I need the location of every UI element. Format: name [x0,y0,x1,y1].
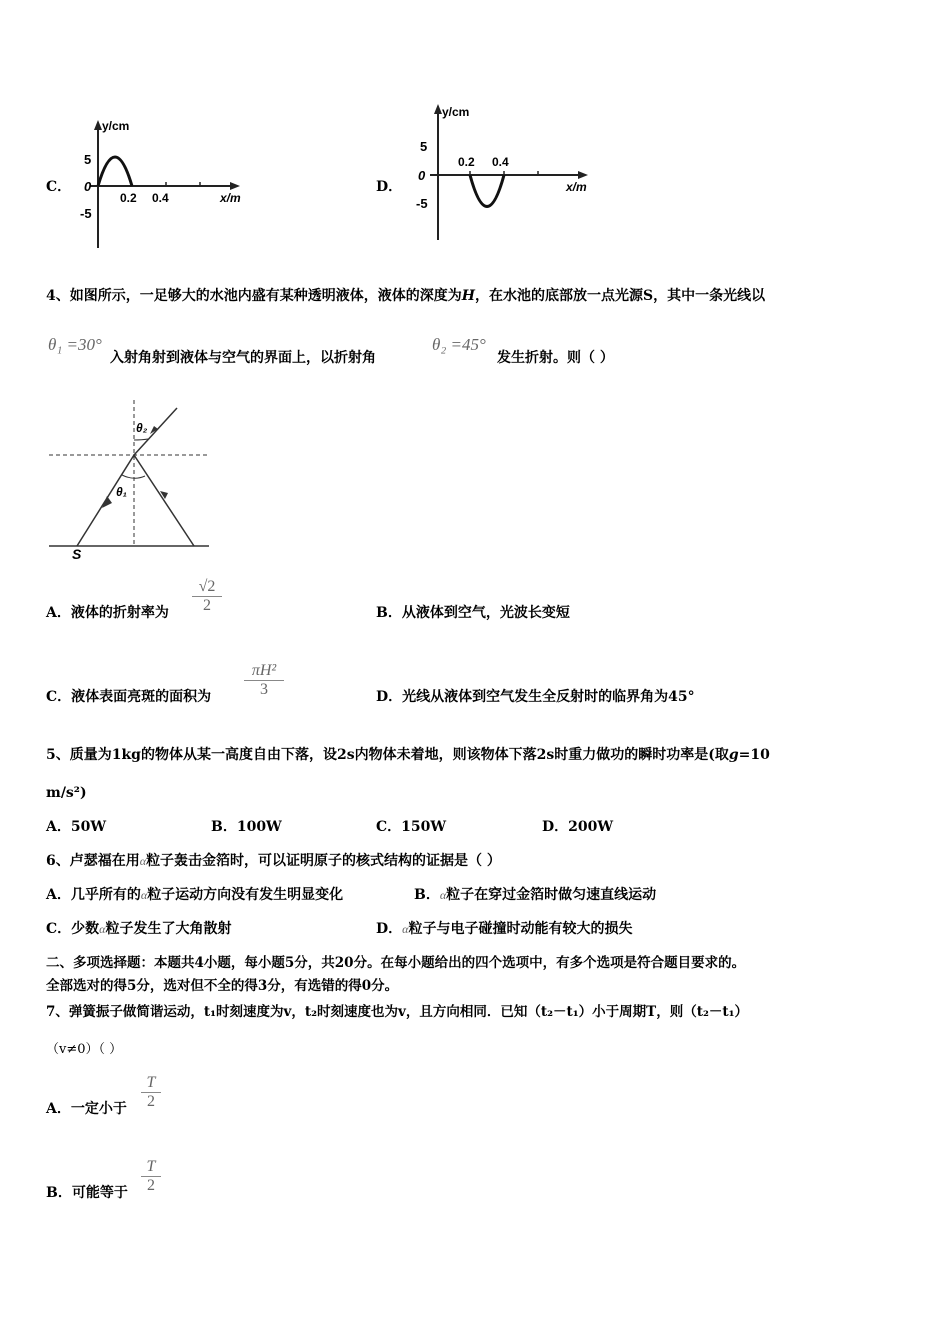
fig-theta2: θ₂ [136,421,148,435]
tick-y-neg5: -5 [80,206,92,221]
q6-option-b: B．α粒子在穿过金箔时做匀速直线运动 [414,887,657,903]
tick-x-0.2: 0.2 [458,155,475,169]
tick-y-5: 5 [420,139,428,154]
q5-stem-line1: 5、质量为1kg的物体从某一高度自由下落，设2s内物体未着地，则该物体下落2s时重力做功的瞬时功率是(取g=10 [46,747,770,763]
q6-option-d: D．α粒子与电子碰撞时动能有较大的损失 [376,921,633,937]
y-axis-arrow-icon [94,120,102,130]
wave-curve [470,175,504,207]
q3-option-d-label: D． [376,179,403,195]
q6-option-c: C．少数α粒子发生了大角散射 [46,921,232,937]
q4-refraction-figure [44,396,224,566]
tick-x-0.4: 0.4 [492,155,509,169]
q5-stem-line2: m/s²) [46,785,87,801]
q4-option-a: A．液体的折射率为 [46,605,169,621]
q7-stem-line2: （v≠0）（ ） [46,1042,123,1057]
q4-stem-line2a: 入射角射到液体与空气的界面上，以折射角 [110,350,376,366]
tick-y-0: 0 [418,168,426,183]
q3-option-c-label: C． [46,179,72,195]
fig-source-s: S [72,546,82,562]
x-axis-arrow-icon [578,171,588,179]
q3-option-c-graph [78,118,248,252]
q4-theta2-expr: θ₂ =45° [432,335,486,354]
q4-theta1-expr: θ₁ =30° [48,335,102,354]
x-axis-label: x/m [566,180,587,194]
q4-option-a-fraction: $\frac{√2}{2}$ [192,578,222,615]
q6-stem: 6、卢瑟福在用α粒子轰击金箔时，可以证明原子的核式结构的证据是（ ） [46,853,501,869]
tick-x-0.2: 0.2 [120,191,137,205]
q5-option-a: A．50W [46,819,107,835]
q7-option-a: A．一定小于 [46,1101,127,1117]
q4-option-b: B．从液体到空气，光波长变短 [376,605,570,621]
q7-option-b-fraction: $\frac{T}{2}$ [141,1158,161,1195]
ray-arrow-icon [102,496,112,508]
q5-option-c: C．150W [376,819,447,835]
q7-stem-line1: 7、弹簧振子做简谐运动，t₁时刻速度为v，t₂时刻速度也为v，且方向相同．已知（t₂－t₁）小于周期T，则（t₂－t₁） [46,1004,749,1020]
tick-y-neg5: -5 [416,196,428,211]
y-axis-arrow-icon [434,104,442,114]
q5-option-d: D．200W [542,819,614,835]
q4-option-c-fraction: $\frac{\text{πH²}}{3}$ [244,662,284,699]
q6-option-a: A．几乎所有的α粒子运动方向没有发生明显变化 [46,887,344,903]
x-axis-label: x/m [220,191,241,205]
q5-option-b: B．100W [211,819,282,835]
y-axis-label: y/cm [442,105,470,119]
section2-heading-line2: 全部选对的得5分，选对但不全的得3分，有选错的得0分。 [46,978,399,994]
q4-option-c: C．液体表面亮斑的面积为 [46,689,212,705]
tick-x-0.4: 0.4 [152,191,169,205]
section2-heading-line1: 二、多项选择题：本题共4小题，每小题5分，共20分。在每小题给出的四个选项中，有多个选项是符合题目要求的。 [46,955,746,971]
wave-curve [98,157,132,186]
q4-option-d: D．光线从液体到空气发生全反射时的临界角为45° [376,689,695,705]
q7-option-a-fraction: $\frac{T}{2}$ [141,1074,161,1111]
tick-y-0: 0 [84,179,92,194]
q4-stem-line1: 4、如图所示，一足够大的水池内盛有某种透明液体，液体的深度为H，在水池的底部放一点光源S，其中一条光线以 [46,288,766,304]
fig-theta1: θ₁ [116,485,127,499]
reflected-ray [134,455,194,546]
x-axis-arrow-icon [230,182,240,190]
q4-stem-line2b: 发生折射。则（ ） [497,350,614,366]
q7-option-b: B．可能等于 [46,1185,128,1201]
y-axis-label: y/cm [102,119,130,133]
q3-option-d-graph [408,98,598,244]
tick-y-5: 5 [84,152,92,167]
